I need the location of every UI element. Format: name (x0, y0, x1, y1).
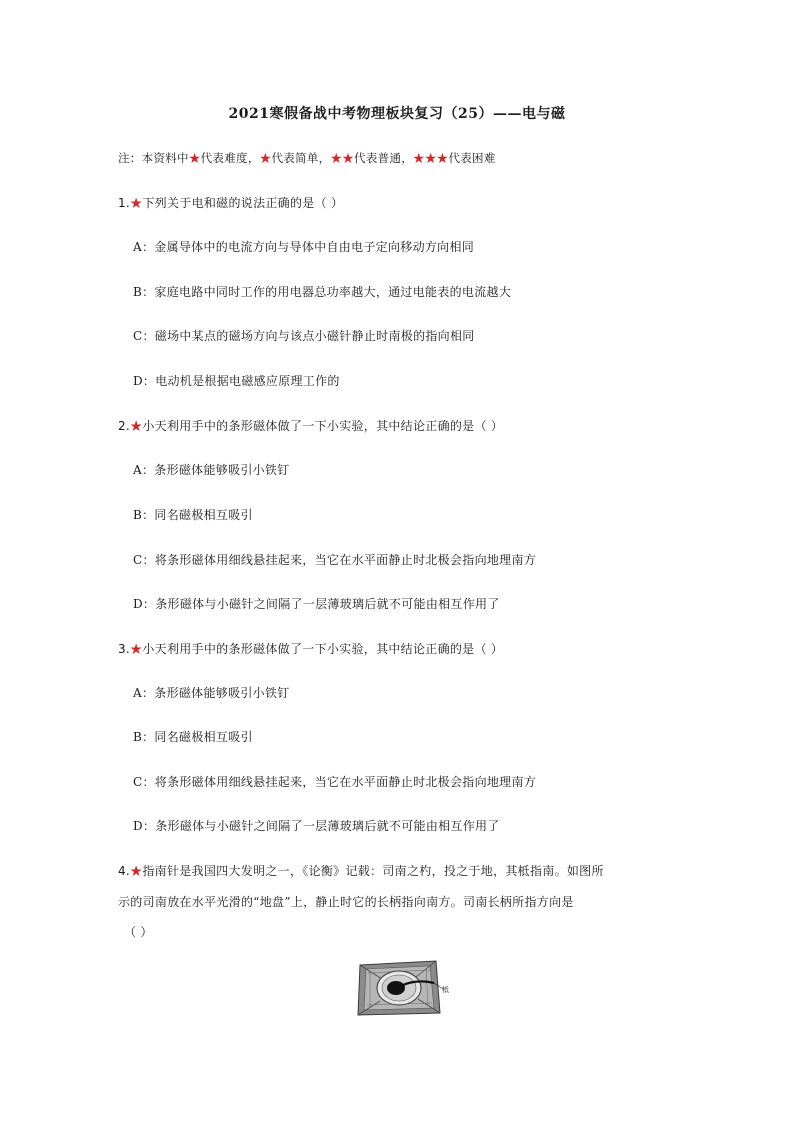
note-prefix: 注：本资料中 (118, 151, 189, 165)
star-icon: ★ (130, 419, 143, 433)
option-c: C：将条形磁体用细线悬挂起来，当它在水平面静止时北极会指向地理南方 (133, 553, 537, 567)
question-text: 下列关于电和磁的说法正确的是（ ） (142, 196, 344, 210)
question-1 (118, 194, 343, 211)
star-icon: ★★ (330, 151, 355, 165)
option-a: A：金属导体中的电流方向与导体中自由电子定向移动方向相同 (133, 240, 475, 254)
note-text: 代表简单， (271, 151, 331, 165)
option-b: B：同名磁极相互吸引 (133, 730, 253, 744)
question-text: 小天利用手中的条形磁体做了一下小实验，其中结论正确的是（ ） (142, 419, 504, 433)
question-number: 4. (118, 864, 131, 878)
star-icon: ★★★ (413, 151, 449, 165)
question-text-continued: 示的司南放在水平光滑的“地盘”上，静止时它的长柄指向南方。司南长柄所指方向是 (118, 895, 574, 909)
note-text: 代表难度， (200, 151, 260, 165)
spoon-bowl (387, 981, 405, 995)
question-number: 1. (118, 196, 131, 210)
question-text: 指南针是我国四大发明之一，《论衡》记载：司南之杓，投之于地，其柢指南。如图所 (142, 864, 604, 878)
note-suffix: 代表困难 (448, 151, 496, 165)
sinan-illustration (356, 955, 456, 1019)
answer-blank: （ ） (124, 925, 153, 939)
option-d: D：条形磁体与小磁针之间隔了一层薄玻璃后就不可能由相互作用了 (133, 597, 500, 611)
figure-label: 柢 (442, 986, 449, 994)
sinan-compass-figure (356, 955, 456, 1019)
option-d: D：电动机是根据电磁感应原理工作的 (133, 374, 340, 388)
question-3 (118, 640, 503, 657)
question-2 (118, 417, 503, 434)
option-d: D：条形磁体与小磁针之间隔了一层薄玻璃后就不可能由相互作用了 (133, 819, 500, 833)
star-icon: ★ (130, 864, 143, 878)
question-number: 2. (118, 419, 131, 433)
star-icon: ★ (259, 151, 272, 165)
option-a: A：条形磁体能够吸引小铁钉 (133, 463, 290, 477)
option-a: A：条形磁体能够吸引小铁钉 (133, 686, 290, 700)
option-b: B：家庭电路中同时工作的用电器总功率越大，通过电能表的电流越大 (133, 285, 512, 299)
star-icon: ★ (130, 642, 143, 656)
option-c: C：磁场中某点的磁场方向与该点小磁针静止时南极的指向相同 (133, 329, 475, 343)
question-text: 小天利用手中的条形磁体做了一下小实验，其中结论正确的是（ ） (142, 642, 504, 656)
option-b: B：同名磁极相互吸引 (133, 508, 253, 522)
difficulty-note (118, 150, 496, 166)
option-c: C：将条形磁体用细线悬挂起来，当它在水平面静止时北极会指向地理南方 (133, 775, 537, 789)
star-icon: ★ (130, 196, 143, 210)
note-text: 代表普通， (354, 151, 414, 165)
question-4 (118, 862, 604, 879)
page-title: 2021寒假备战中考物理板块复习（25）——电与磁 (228, 106, 566, 122)
question-number: 3. (118, 642, 131, 656)
star-icon: ★ (188, 151, 201, 165)
